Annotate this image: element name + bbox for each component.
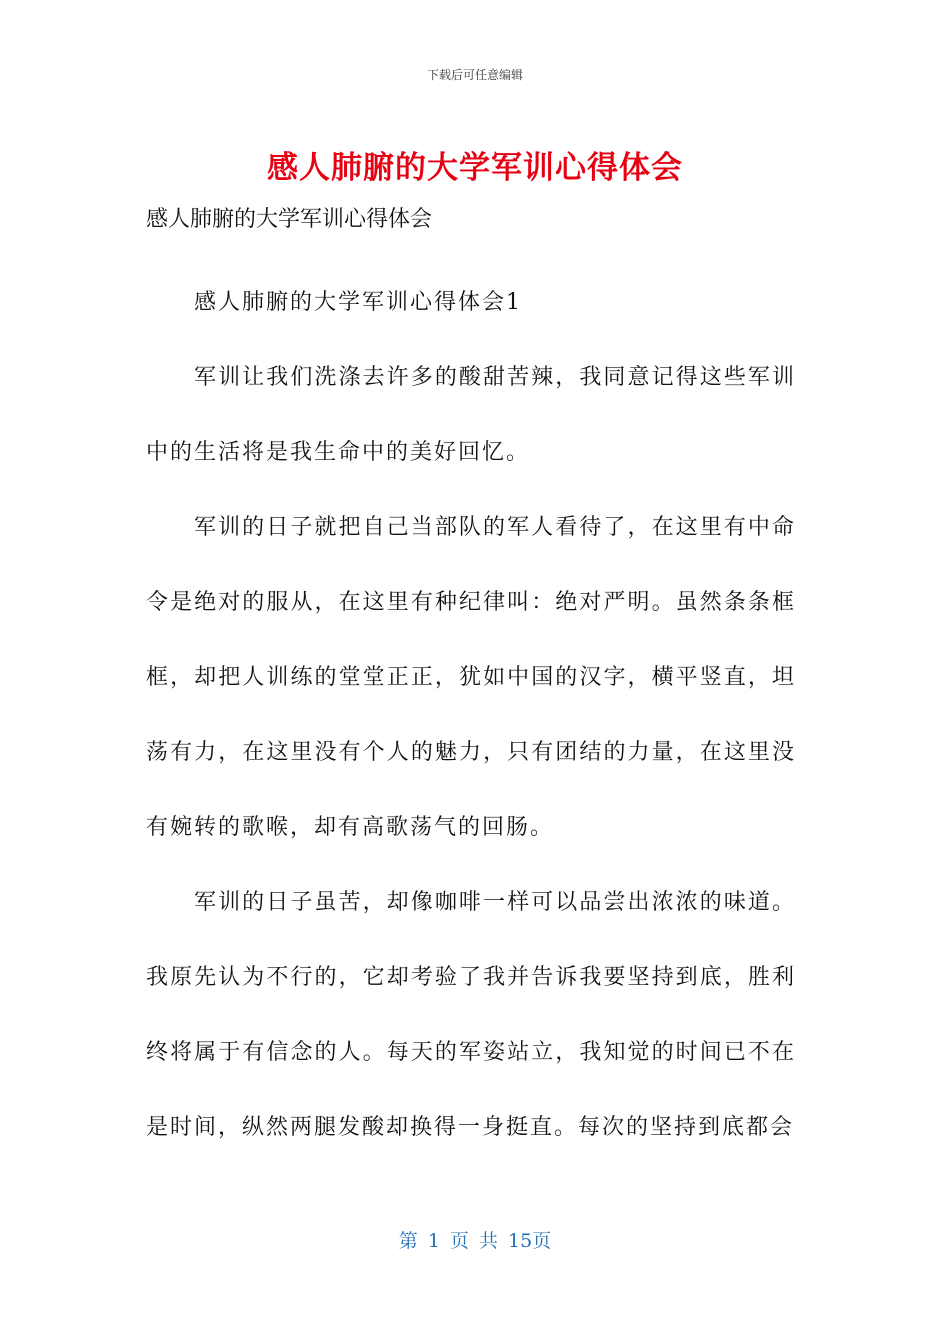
body-paragraphs <box>146 265 796 1165</box>
paragraph: 军训的日子就把自己当部队的军人看待了，在这里有中命令是绝对的服从，在这里有种纪律叫：绝对严明。虽然条条框框，却把人训练的堂堂正正，犹如中国的汉字，横平竖直，坦荡有力，在这里没有个人的魅力，只有团结的力量，在这里没有婉转的歌喉，却有高歌荡气的回肠。 <box>146 515 796 840</box>
paragraph: 感人肺腑的大学军训心得体会1 <box>194 290 522 315</box>
document-title: 感人肺腑的大学军训心得体会 <box>267 150 683 186</box>
header-note: 下载后可任意编辑 <box>426 68 523 82</box>
document-subtitle: 感人肺腑的大学军训心得体会 <box>146 207 433 232</box>
paragraph: 军训的日子虽苦，却像咖啡一样可以品尝出浓浓的味道。我原先认为不行的，它却考验了我并告诉我要坚持到底，胜利终将属于有信念的人。每天的军姿站立，我知觉的时间已不在是时间，纵然两腿发酸却换得一身挺直。每次的坚持到底都会 <box>146 890 796 1140</box>
page-number-footer: 第 1 页 共 15页 <box>398 1230 552 1252</box>
paragraph: 军训让我们洗涤去许多的酸甜苦辣，我同意记得这些军训中的生活将是我生命中的美好回忆。 <box>146 365 796 465</box>
